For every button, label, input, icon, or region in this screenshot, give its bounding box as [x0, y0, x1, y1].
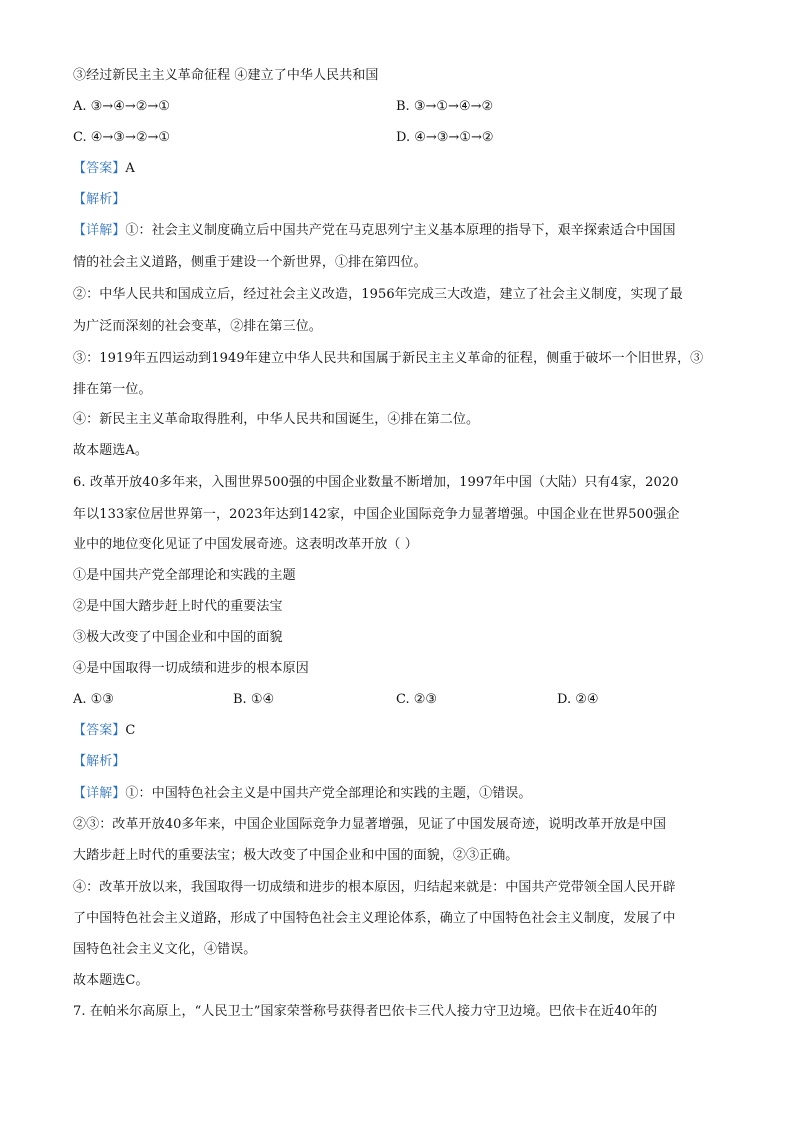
q7-stem-line: 7. 在帕米尔高原上，“人民卫士”国家荣誉称号获得者巴依卡三代人接力守卫边境。巴依卡在近40年的 — [73, 1004, 658, 1019]
q6-stem-line: 业中的地位变化见证了中国发展奇迹。这表明改革开放（ ） — [73, 537, 418, 552]
q5-option-d: D. ④→③→①→② — [396, 130, 494, 145]
q6-detail-line: 大踏步赶上时代的重要法宝；极大改变了中国企业和中国的面貌，②③正确。 — [73, 848, 519, 863]
q6-statement: ①是中国共产党全部理论和实践的主题 — [73, 568, 296, 583]
q6-detail-line: ④：改革开放以来，我国取得一切成绩和进步的根本原因，归结起来就是：中国共产党带领全国人民开辟 — [73, 880, 676, 895]
q6-detail-line: 了中国特色社会主义道路，形成了中国特色社会主义理论体系，确立了中国特色社会主义制度，发展了中 — [73, 911, 676, 926]
q6-detail-line: ②③：改革开放40多年来，中国企业国际竞争力显著增强，见证了中国发展奇迹，说明改革开放是中国 — [73, 817, 667, 832]
q5-analysis-tag: 【解析】 — [73, 192, 126, 207]
detail-text: ①：社会主义制度确立后中国共产党在马克思列宁主义基本原理的指导下，艰辛探索适合中国国 — [125, 223, 676, 238]
answer-tag: 【答案】 — [73, 161, 126, 176]
q6-answer — [73, 722, 135, 740]
q5-detail-line: 排在第一位。 — [73, 382, 152, 397]
q5-detail-line — [73, 222, 676, 240]
q6-statement: ②是中国大踏步赶上时代的重要法宝 — [73, 599, 283, 614]
answer-value: C — [125, 723, 136, 738]
detail-tag: 【详解】 — [73, 786, 126, 801]
answer-tag: 【答案】 — [73, 723, 126, 738]
detail-text: ①：中国特色社会主义是中国共产党全部理论和实践的主题，①错误。 — [125, 786, 532, 801]
q6-option-d: D. ②④ — [557, 692, 599, 707]
q5-conclusion: 故本题选A。 — [73, 443, 148, 458]
q5-detail-line: 情的社会主义道路，侧重于建设一个新世界，①排在第四位。 — [73, 255, 427, 270]
q5-stem-tail: ③经过新民主主义革命征程 ④建立了中华人民共和国 — [73, 68, 379, 83]
q6-statement: ④是中国取得一切成绩和进步的根本原因 — [73, 661, 309, 676]
q5-detail-line: ③：1919年五四运动到1949年建立中华人民共和国属于新民主主义革命的征程，侧重于破坏一个旧世界，③ — [73, 351, 704, 366]
q6-option-b: B. ①④ — [233, 692, 275, 707]
q5-detail-line: 为广泛而深刻的社会变革，②排在第三位。 — [73, 319, 322, 334]
q6-detail-line: 国特色社会主义文化，④错误。 — [73, 942, 257, 957]
q6-conclusion: 故本题选C。 — [73, 973, 149, 988]
q6-statement: ③极大改变了中国企业和中国的面貌 — [73, 630, 283, 645]
q5-option-a: A. ③→④→②→① — [73, 99, 170, 114]
q6-analysis-tag: 【解析】 — [73, 754, 126, 769]
q5-option-b: B. ③→①→④→② — [396, 99, 494, 114]
q5-answer — [73, 160, 135, 178]
q6-option-a: A. ①③ — [73, 692, 114, 707]
q5-option-c: C. ④→③→②→① — [73, 130, 171, 145]
q6-stem-line: 年以133家位居世界第一，2023年达到142家，中国企业国际竞争力显著增强。中国企业在世界500强企 — [73, 507, 680, 522]
q5-detail-line: ④：新民主主义革命取得胜利，中华人民共和国诞生，④排在第二位。 — [73, 412, 480, 427]
q6-detail-line — [73, 785, 532, 803]
q5-detail-line: ②：中华人民共和国成立后，经过社会主义改造，1956年完成三大改造，建立了社会主义制度，实现了最 — [73, 287, 683, 302]
detail-tag: 【详解】 — [73, 223, 126, 238]
answer-value: A — [125, 161, 135, 176]
q6-option-c: C. ②③ — [396, 692, 438, 707]
q6-stem-line: 6. 改革开放40多年来，入围世界500强的中国企业数量不断增加，1997年中国（大陆）只有4家，2020 — [73, 475, 679, 490]
